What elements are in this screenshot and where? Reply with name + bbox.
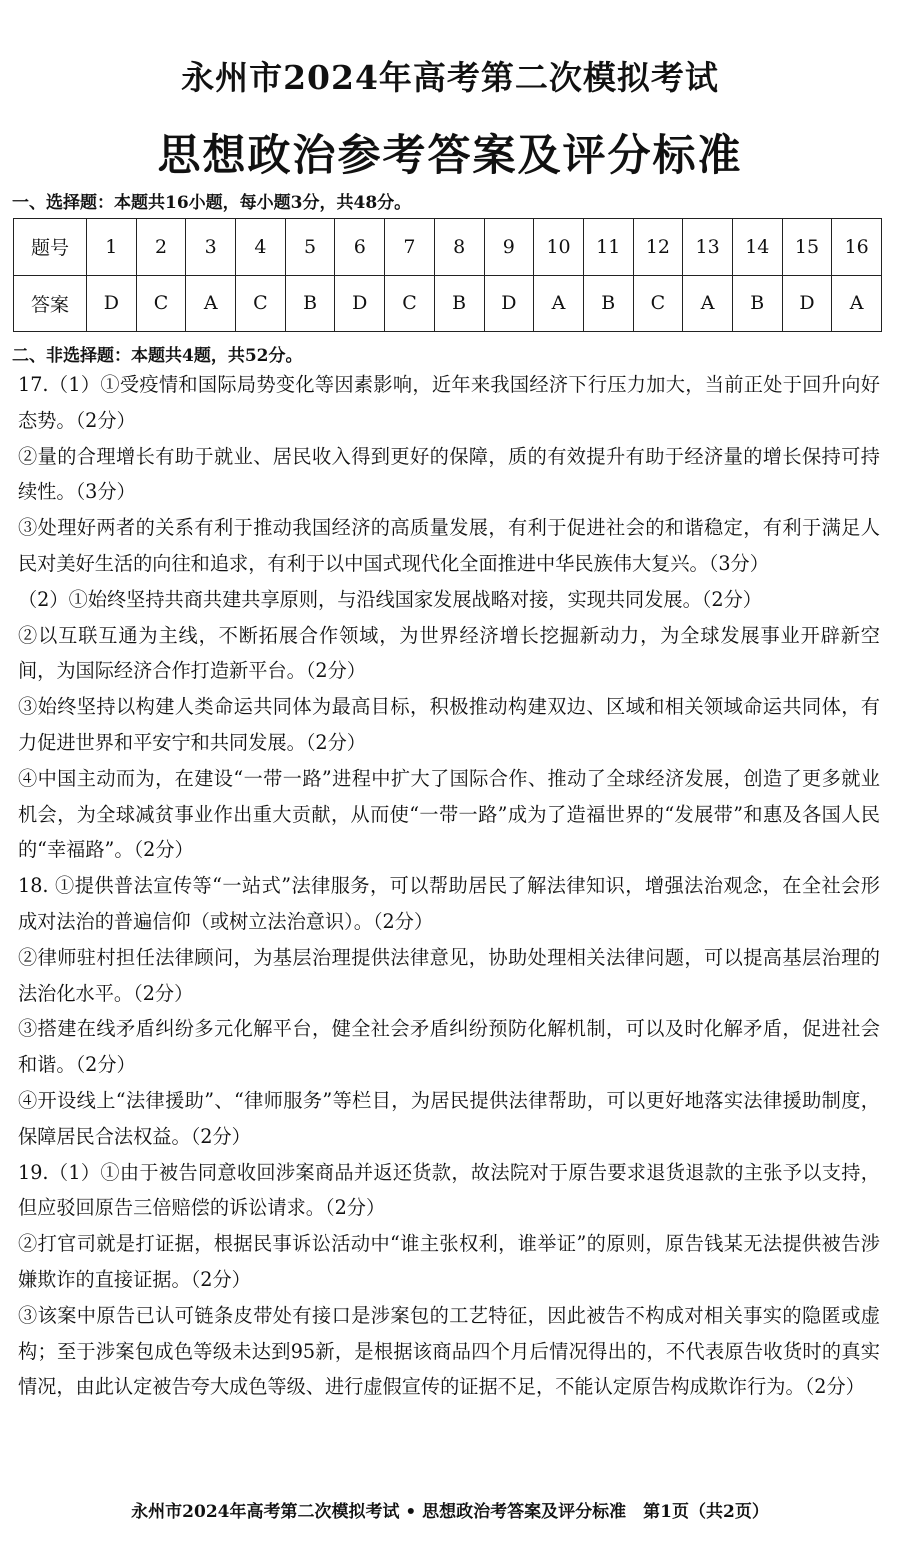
answer-row bbox=[14, 275, 882, 332]
question-number: 13 bbox=[683, 219, 733, 276]
section2-heading: 二、非选择题：本题共4题，共52分。 bbox=[12, 346, 303, 366]
question-number: 9 bbox=[484, 219, 534, 276]
answer-cell: A bbox=[683, 275, 733, 332]
answer-cell: C bbox=[385, 275, 435, 332]
answer-paragraph: ③搭建在线矛盾纠纷多元化解平台，健全社会矛盾纠纷预防化解机制，可以及时化解矛盾，促进社会和谐。（2分） bbox=[18, 1017, 880, 1077]
question-number: 16 bbox=[832, 219, 882, 276]
answer-cell: B bbox=[732, 275, 782, 332]
answer-paragraph: ②以互联互通为主线，不断拓展合作领域，为世界经济增长挖掘新动力，为全球发展事业开辟新空间，为国际经济合作打造新平台。（2分） bbox=[18, 623, 880, 683]
document-subtitle: 思想政治参考答案及评分标准 bbox=[157, 131, 743, 181]
answer-cell: A bbox=[186, 275, 236, 332]
answer-paragraph: （2）①始终坚持共商共建共享原则，与沿线国家发展战略对接，实现共同发展。（2分） bbox=[18, 587, 762, 611]
answer-cell: D bbox=[87, 275, 137, 332]
question-number: 1 bbox=[87, 219, 137, 276]
answer-cell: B bbox=[285, 275, 335, 332]
answer-paragraph: ②打官司就是打证据，根据民事诉讼活动中“谁主张权利，谁举证”的原则，原告钱某无法提供被告涉嫌欺诈的直接证据。（2分） bbox=[18, 1232, 880, 1291]
answer-cell: B bbox=[434, 275, 484, 332]
row-label-numbers: 题号 bbox=[14, 219, 87, 276]
answer-paragraph: ④中国主动而为，在建设“一带一路”进程中扩大了国际合作、推动了全球经济发展，创造了更多就业机会，为全球减贫事业作出重大贡献，从而使“一带一路”成为了造福世界的“发展带”和惠及各国人民的“幸福路”。（2分） bbox=[18, 766, 880, 862]
answer-cell: C bbox=[136, 275, 186, 332]
exam-title: 永州市2024年高考第二次模拟考试 bbox=[181, 58, 719, 97]
question-number: 10 bbox=[534, 219, 584, 276]
answer-cell: A bbox=[534, 275, 584, 332]
question-number: 3 bbox=[186, 219, 236, 276]
answer-paragraph: ②律师驻村担任法律顾问，为基层治理提供法律意见，协助处理相关法律问题，可以提高基层治理的法治化水平。（2分） bbox=[18, 945, 880, 1005]
question-number: 11 bbox=[583, 219, 633, 276]
question-number: 15 bbox=[782, 219, 832, 276]
answer-cell: A bbox=[832, 275, 882, 332]
question-number: 8 bbox=[434, 219, 484, 276]
answer-cell: D bbox=[484, 275, 534, 332]
answer-paragraph: 18. ①提供普法宣传等“一站式”法律服务，可以帮助居民了解法律知识，增强法治观念，在全社会形成对法治的普遍信仰（或树立法治意识）。（2分） bbox=[18, 874, 880, 933]
answer-paragraph: ④开设线上“法律援助”、“律师服务”等栏目，为居民提供法律帮助，可以更好地落实法律援助制度，保障居民合法权益。（2分） bbox=[18, 1088, 880, 1148]
answer-table bbox=[13, 218, 882, 332]
answer-paragraph: ③始终坚持以构建人类命运共同体为最高目标，积极推动构建双边、区域和相关领域命运共同体，有力促进世界和平安宁和共同发展。（2分） bbox=[18, 695, 880, 754]
question-number: 6 bbox=[335, 219, 385, 276]
question-number-row bbox=[14, 219, 882, 276]
question-number: 12 bbox=[633, 219, 683, 276]
answer-cell: D bbox=[335, 275, 385, 332]
answer-paragraph: ②量的合理增长有助于就业、居民收入得到更好的保障，质的有效提升有助于经济量的增长保持可持续性。（3分） bbox=[18, 444, 880, 504]
answer-paragraph: ③处理好两者的关系有利于推动我国经济的高质量发展，有利于促进社会的和谐稳定，有利于满足人民对美好生活的向往和追求，有利于以中国式现代化全面推进中华民族伟大复兴。（3分） bbox=[18, 516, 880, 575]
section1-heading: 一、选择题：本题共16小题，每小题3分，共48分。 bbox=[12, 193, 412, 213]
answer-cell: C bbox=[633, 275, 683, 332]
page-footer: 永州市2024年高考第二次模拟考试 • 思想政治考答案及评分标准 第1页（共2页） bbox=[131, 1502, 769, 1522]
answer-cell: D bbox=[782, 275, 832, 332]
answer-paragraph: 17.（1）①受疫情和国际局势变化等因素影响，近年来我国经济下行压力加大，当前正处于回升向好态势。（2分） bbox=[18, 373, 880, 432]
question-number: 7 bbox=[385, 219, 435, 276]
answer-content bbox=[18, 367, 880, 1405]
answer-paragraph: 19.（1）①由于被告同意收回涉案商品并返还货款，故法院对于原告要求退货退款的主张予以支持，但应驳回原告三倍赔偿的诉讼请求。（2分） bbox=[18, 1160, 880, 1220]
answer-cell: B bbox=[583, 275, 633, 332]
question-number: 2 bbox=[136, 219, 186, 276]
question-number: 5 bbox=[285, 219, 335, 276]
answer-paragraph: ③该案中原告已认可链条皮带处有接口是涉案包的工艺特征，因此被告不构成对相关事实的隐匿或虚构；至于涉案包成色等级未达到95新，是根据该商品四个月后情况得出的，不代表原告收货时的真实情况，由此认定被告夸大成色等级、进行虚假宣传的证据不足，不能认定原告构成欺诈行为。（2分） bbox=[18, 1303, 880, 1399]
question-number: 4 bbox=[236, 219, 286, 276]
question-number: 14 bbox=[732, 219, 782, 276]
row-label-answers: 答案 bbox=[14, 275, 87, 332]
answer-cell: C bbox=[236, 275, 286, 332]
